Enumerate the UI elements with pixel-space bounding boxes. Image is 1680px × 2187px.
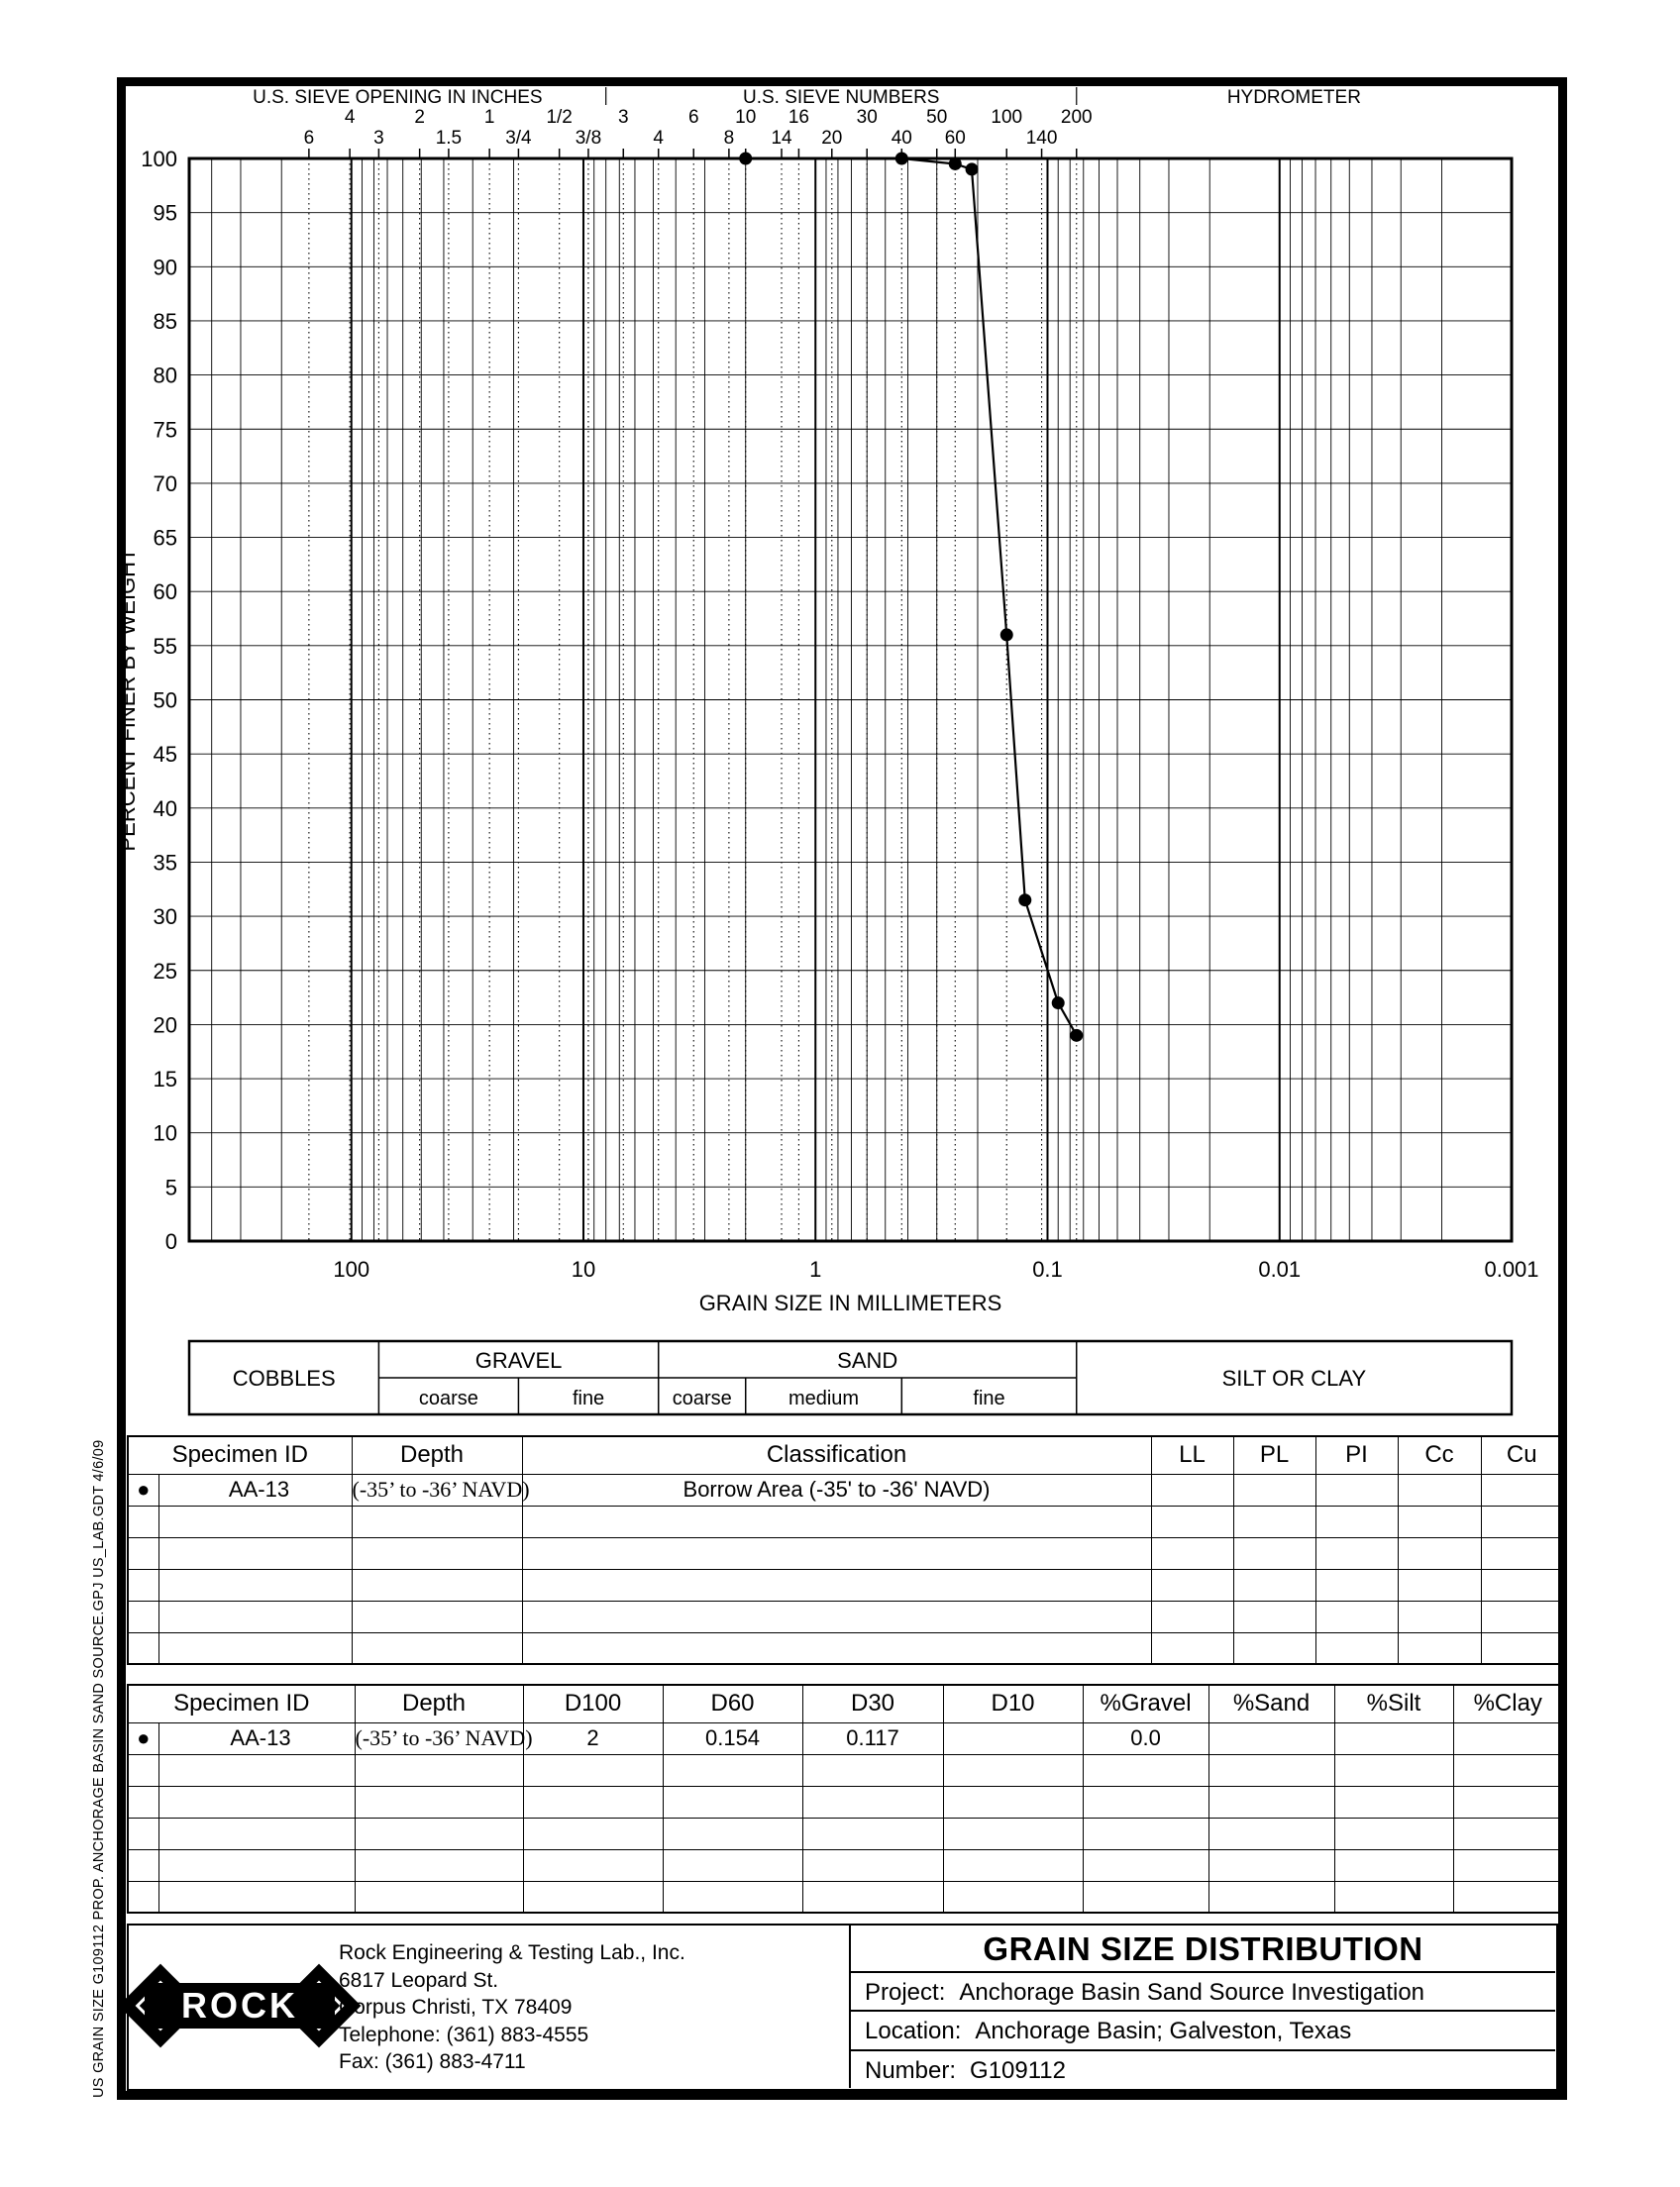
svg-text:1: 1 [809, 1257, 822, 1282]
column-header: %Gravel [1083, 1685, 1208, 1722]
svg-text:SILT OR CLAY: SILT OR CLAY [1221, 1366, 1367, 1391]
empty-cell [1334, 1818, 1453, 1849]
empty-cell [1481, 1569, 1563, 1601]
svg-text:fine: fine [572, 1388, 605, 1409]
svg-text:90: 90 [153, 255, 177, 280]
empty-cell [1453, 1818, 1563, 1849]
svg-text:GRAIN SIZE IN MILLIMETERS: GRAIN SIZE IN MILLIMETERS [698, 1291, 1002, 1315]
number-row [851, 2049, 1555, 2088]
empty-cell [355, 1881, 523, 1913]
svg-text:3/8: 3/8 [575, 128, 602, 149]
empty-cell [1334, 1849, 1453, 1881]
d100-value: 2 [523, 1722, 663, 1754]
empty-cell [1453, 1849, 1563, 1881]
svg-text:GRAVEL: GRAVEL [474, 1348, 563, 1373]
column-header: %Silt [1334, 1685, 1453, 1722]
gradation-table [127, 1684, 1564, 1914]
empty-cell [522, 1537, 1151, 1569]
empty-cell [158, 1601, 352, 1632]
title-block [849, 1926, 1555, 2088]
empty-cell [128, 1506, 158, 1537]
empty-cell [523, 1849, 663, 1881]
ll-value [1151, 1474, 1233, 1506]
empty-row [128, 1632, 1563, 1664]
svg-text:80: 80 [153, 363, 177, 388]
specimen-id: AA-13 [158, 1474, 352, 1506]
empty-cell [158, 1632, 352, 1664]
svg-text:45: 45 [153, 742, 177, 768]
project-label: Project: [865, 1979, 946, 2006]
column-header: PI [1315, 1436, 1398, 1474]
empty-cell [1481, 1632, 1563, 1664]
empty-cell [1083, 1881, 1208, 1913]
empty-cell [943, 1881, 1083, 1913]
column-header: Specimen ID [128, 1436, 352, 1474]
empty-cell [522, 1569, 1151, 1601]
empty-cell [1151, 1601, 1233, 1632]
top-section-labels [253, 87, 1361, 108]
svg-text:15: 15 [153, 1067, 177, 1093]
svg-text:4: 4 [653, 128, 665, 149]
svg-text:1/2: 1/2 [546, 107, 573, 128]
company-city: Corpus Christi, TX 78409 [339, 1996, 573, 2019]
logo-wordmark [145, 1983, 335, 2029]
empty-cell [802, 1849, 943, 1881]
empty-cell [352, 1632, 522, 1664]
empty-cell [1208, 1786, 1334, 1818]
svg-text:40: 40 [153, 795, 177, 821]
svg-text:HYDROMETER: HYDROMETER [1226, 87, 1361, 108]
svg-text:3: 3 [373, 128, 384, 149]
number-value: G109112 [970, 2056, 1067, 2084]
svg-text:100: 100 [991, 107, 1023, 128]
classification-table [127, 1435, 1564, 1665]
empty-cell [352, 1537, 522, 1569]
empty-cell [128, 1818, 158, 1849]
svg-text:5: 5 [164, 1175, 177, 1200]
column-header: D30 [802, 1685, 943, 1722]
svg-text:fine: fine [973, 1388, 1005, 1409]
empty-cell [943, 1818, 1083, 1849]
specimen-id: AA-13 [158, 1722, 355, 1754]
rock-logo [145, 1933, 335, 2078]
svg-text:SAND: SAND [837, 1348, 898, 1373]
svg-text:20: 20 [821, 128, 843, 149]
specimen-marker: ● [128, 1722, 158, 1754]
empty-cell [128, 1537, 158, 1569]
empty-row [128, 1818, 1563, 1849]
d10-value [943, 1722, 1083, 1754]
svg-text:50: 50 [926, 107, 948, 128]
empty-cell [1315, 1506, 1398, 1537]
svg-text:coarse: coarse [418, 1388, 478, 1409]
location-label: Location: [865, 2018, 962, 2045]
column-header: Specimen ID [128, 1685, 355, 1722]
column-header: Depth [355, 1685, 523, 1722]
svg-text:PERCENT FINER BY WEIGHT: PERCENT FINER BY WEIGHT [115, 548, 140, 852]
empty-cell [1233, 1569, 1315, 1601]
empty-row [128, 1601, 1563, 1632]
silt-percent [1334, 1722, 1453, 1754]
svg-text:0: 0 [164, 1229, 177, 1254]
svg-text:COBBLES: COBBLES [232, 1366, 336, 1391]
project-row [851, 1971, 1555, 2010]
pi-value [1315, 1474, 1398, 1506]
empty-cell [663, 1754, 802, 1786]
empty-cell [158, 1506, 352, 1537]
svg-text:10: 10 [571, 1257, 596, 1282]
column-header: Classification [522, 1436, 1151, 1474]
svg-text:140: 140 [1025, 128, 1058, 149]
empty-cell [1083, 1849, 1208, 1881]
company-name: Rock Engineering & Testing Lab., Inc. [339, 1941, 685, 1964]
empty-cell [1315, 1601, 1398, 1632]
empty-cell [802, 1754, 943, 1786]
specimen-depth: (-35’ to -36’ NAVD) [355, 1722, 523, 1754]
column-header: %Clay [1453, 1685, 1563, 1722]
svg-text:95: 95 [153, 200, 177, 226]
empty-cell [1083, 1754, 1208, 1786]
empty-cell [158, 1849, 355, 1881]
empty-cell [128, 1601, 158, 1632]
empty-cell [128, 1849, 158, 1881]
empty-cell [523, 1754, 663, 1786]
y-axis-title [115, 548, 140, 851]
svg-text:1: 1 [483, 107, 495, 128]
svg-text:0.01: 0.01 [1258, 1257, 1302, 1282]
empty-cell [663, 1849, 802, 1881]
empty-cell [1151, 1537, 1233, 1569]
x-axis-labels [333, 1257, 1538, 1282]
svg-text:25: 25 [153, 958, 177, 984]
specimen-row [128, 1474, 1563, 1506]
empty-cell [1398, 1632, 1481, 1664]
empty-cell [158, 1818, 355, 1849]
empty-cell [1398, 1537, 1481, 1569]
svg-text:2: 2 [414, 107, 425, 128]
y-axis-labels [141, 147, 177, 1254]
empty-cell [355, 1786, 523, 1818]
logo-text: ROCK [181, 1985, 298, 2026]
svg-text:coarse: coarse [672, 1388, 732, 1409]
empty-cell [1481, 1506, 1563, 1537]
empty-cell [1315, 1569, 1398, 1601]
column-header: PL [1233, 1436, 1315, 1474]
svg-text:U.S. SIEVE OPENING IN INCHES: U.S. SIEVE OPENING IN INCHES [253, 87, 543, 108]
svg-text:16: 16 [788, 107, 809, 128]
empty-cell [522, 1506, 1151, 1537]
empty-cell [158, 1537, 352, 1569]
classification-header-row [128, 1436, 1563, 1474]
column-header: D100 [523, 1685, 663, 1722]
svg-text:6: 6 [303, 128, 315, 149]
report-title: GRAIN SIZE DISTRIBUTION [983, 1930, 1423, 1967]
empty-cell [128, 1632, 158, 1664]
svg-text:10: 10 [735, 107, 757, 128]
empty-cell [1208, 1754, 1334, 1786]
empty-cell [802, 1786, 943, 1818]
empty-cell [1481, 1601, 1563, 1632]
empty-cell [1233, 1632, 1315, 1664]
empty-cell [1208, 1881, 1334, 1913]
svg-text:0.001: 0.001 [1484, 1257, 1539, 1282]
empty-cell [522, 1632, 1151, 1664]
empty-cell [943, 1754, 1083, 1786]
svg-text:70: 70 [153, 470, 177, 496]
svg-text:60: 60 [153, 579, 177, 605]
clay-percent [1453, 1722, 1563, 1754]
pl-value [1233, 1474, 1315, 1506]
column-header: Cc [1398, 1436, 1481, 1474]
svg-text:medium: medium [788, 1388, 860, 1409]
empty-cell [355, 1754, 523, 1786]
sand-percent [1208, 1722, 1334, 1754]
empty-cell [352, 1506, 522, 1537]
empty-row [128, 1786, 1563, 1818]
empty-row [128, 1569, 1563, 1601]
empty-cell [1453, 1786, 1563, 1818]
svg-text:0.1: 0.1 [1032, 1257, 1063, 1282]
svg-text:14: 14 [771, 128, 792, 149]
empty-cell [1334, 1754, 1453, 1786]
svg-text:60: 60 [944, 128, 966, 149]
svg-text:4: 4 [344, 107, 356, 128]
empty-cell [1398, 1506, 1481, 1537]
empty-cell [1233, 1537, 1315, 1569]
empty-cell [128, 1754, 158, 1786]
empty-cell [943, 1786, 1083, 1818]
data-point-markers [739, 153, 1083, 1042]
file-info-side-text: US GRAIN SIZE G109112 PROP. ANCHORAGE BASIN SAND SOURCE.GPJ US_LAB.GDT 4/6/09 [91, 1439, 107, 2098]
gradation-header-row [128, 1685, 1563, 1722]
empty-cell [1083, 1786, 1208, 1818]
empty-cell [1398, 1569, 1481, 1601]
svg-text:50: 50 [153, 687, 177, 713]
svg-text:10: 10 [153, 1120, 177, 1146]
empty-cell [128, 1786, 158, 1818]
empty-cell [158, 1754, 355, 1786]
empty-cell [158, 1786, 355, 1818]
empty-cell [1233, 1601, 1315, 1632]
svg-text:6: 6 [687, 107, 699, 128]
d30-value: 0.117 [802, 1722, 943, 1754]
company-street: 6817 Leopard St. [339, 1968, 499, 1992]
svg-text:200: 200 [1060, 107, 1093, 128]
column-header: Depth [352, 1436, 522, 1474]
empty-cell [522, 1601, 1151, 1632]
svg-text:55: 55 [153, 633, 177, 659]
svg-text:85: 85 [153, 308, 177, 334]
empty-cell [355, 1849, 523, 1881]
empty-row [128, 1849, 1563, 1881]
svg-text:20: 20 [153, 1012, 177, 1038]
empty-cell [523, 1786, 663, 1818]
cc-value [1398, 1474, 1481, 1506]
empty-cell [943, 1849, 1083, 1881]
empty-cell [1315, 1537, 1398, 1569]
svg-text:3: 3 [617, 107, 629, 128]
svg-text:3/4: 3/4 [505, 128, 532, 149]
empty-cell [355, 1818, 523, 1849]
svg-text:U.S. SIEVE NUMBERS: U.S. SIEVE NUMBERS [742, 87, 940, 108]
footer-block [127, 1924, 1558, 2091]
column-header: D60 [663, 1685, 802, 1722]
project-value: Anchorage Basin Sand Source Investigation [959, 1979, 1425, 2006]
specimen-classification: Borrow Area (-35' to -36' NAVD) [522, 1474, 1151, 1506]
empty-cell [158, 1881, 355, 1913]
empty-cell [802, 1881, 943, 1913]
column-header: %Sand [1208, 1685, 1334, 1722]
empty-cell [663, 1818, 802, 1849]
column-header: LL [1151, 1436, 1233, 1474]
empty-cell [1334, 1786, 1453, 1818]
empty-row [128, 1754, 1563, 1786]
empty-cell [1151, 1569, 1233, 1601]
location-value: Anchorage Basin; Galveston, Texas [975, 2018, 1352, 2045]
empty-cell [128, 1881, 158, 1913]
empty-cell [352, 1569, 522, 1601]
specimen-depth: (-35’ to -36’ NAVD) [352, 1474, 522, 1506]
column-header: Cu [1481, 1436, 1563, 1474]
empty-cell [1208, 1818, 1334, 1849]
svg-text:65: 65 [153, 525, 177, 551]
svg-text:40: 40 [891, 128, 912, 149]
d60-value: 0.154 [663, 1722, 802, 1754]
number-label: Number: [865, 2056, 957, 2084]
empty-cell [663, 1881, 802, 1913]
x-axis-title [699, 1291, 1002, 1315]
empty-cell [663, 1786, 802, 1818]
svg-text:35: 35 [153, 850, 177, 876]
empty-cell [128, 1569, 158, 1601]
empty-cell [1151, 1506, 1233, 1537]
svg-text:100: 100 [141, 147, 177, 171]
empty-cell [523, 1818, 663, 1849]
empty-cell [1315, 1632, 1398, 1664]
gravel-percent: 0.0 [1083, 1722, 1208, 1754]
empty-cell [1398, 1601, 1481, 1632]
empty-cell [1083, 1818, 1208, 1849]
sieve-labels-numbers [618, 107, 1093, 149]
sieve-labels-inches [304, 107, 602, 149]
svg-text:30: 30 [153, 904, 177, 930]
empty-cell [158, 1569, 352, 1601]
empty-cell [1453, 1754, 1563, 1786]
cu-value [1481, 1474, 1563, 1506]
svg-text:100: 100 [333, 1257, 370, 1282]
svg-text:8: 8 [723, 128, 735, 149]
empty-cell [802, 1818, 943, 1849]
empty-cell [1208, 1849, 1334, 1881]
specimen-marker: ● [128, 1474, 158, 1506]
empty-cell [352, 1601, 522, 1632]
svg-text:1.5: 1.5 [435, 128, 463, 149]
empty-cell [1334, 1881, 1453, 1913]
empty-row [128, 1506, 1563, 1537]
svg-text:30: 30 [856, 107, 878, 128]
empty-cell [1233, 1506, 1315, 1537]
size-classification-bar [189, 1341, 1512, 1414]
svg-text:75: 75 [153, 417, 177, 443]
company-phone: Telephone: (361) 883-4555 [339, 2023, 589, 2046]
location-row [851, 2010, 1555, 2048]
empty-cell [1151, 1632, 1233, 1664]
company-fax: Fax: (361) 883-4711 [339, 2050, 526, 2073]
empty-cell [1453, 1881, 1563, 1913]
company-info [339, 1939, 685, 2076]
specimen-row [128, 1722, 1563, 1754]
empty-row [128, 1537, 1563, 1569]
empty-cell [1481, 1537, 1563, 1569]
column-header: D10 [943, 1685, 1083, 1722]
empty-cell [523, 1881, 663, 1913]
empty-row [128, 1881, 1563, 1913]
